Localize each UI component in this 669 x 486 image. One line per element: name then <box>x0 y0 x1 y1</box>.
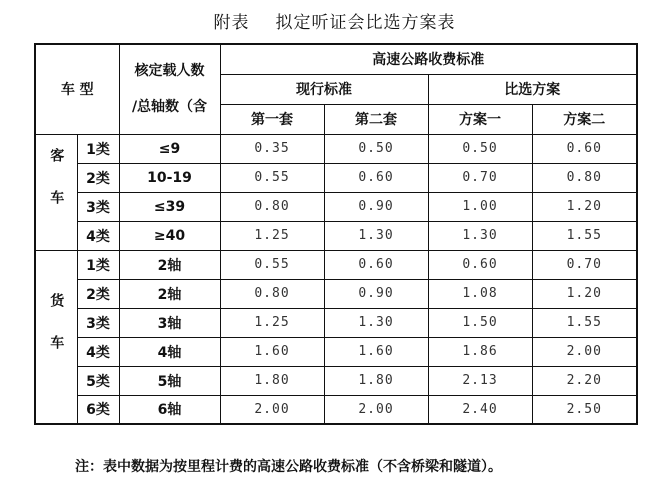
table-row <box>35 337 637 366</box>
rate-cell: 0.55 <box>220 250 324 279</box>
header-col-3: 方案一 <box>428 104 532 134</box>
rate-cell: 0.60 <box>324 163 428 192</box>
table-row <box>35 163 637 192</box>
capacity-cell: 2轴 <box>119 279 220 308</box>
rate-cell: 1.20 <box>532 279 637 308</box>
capacity-cell: ≥40 <box>119 221 220 250</box>
class-cell: 6类 <box>77 395 119 424</box>
capacity-cell: 5轴 <box>119 366 220 395</box>
rate-cell: 1.60 <box>324 337 428 366</box>
rate-cell: 1.80 <box>220 366 324 395</box>
table-row <box>35 221 637 250</box>
header-group-title: 高速公路收费标准 <box>220 44 637 74</box>
rate-cell: 0.80 <box>220 279 324 308</box>
rate-cell: 0.60 <box>324 250 428 279</box>
class-cell: 3类 <box>77 192 119 221</box>
capacity-cell: 6轴 <box>119 395 220 424</box>
rate-cell: 0.35 <box>220 134 324 163</box>
rate-cell: 2.13 <box>428 366 532 395</box>
group-label-text: 客车 <box>48 148 65 232</box>
rate-cell: 1.80 <box>324 366 428 395</box>
class-cell: 1类 <box>77 134 119 163</box>
rate-cell: 2.20 <box>532 366 637 395</box>
rate-cell: 0.90 <box>324 279 428 308</box>
group-label-text: 货车 <box>48 292 65 377</box>
fee-table <box>34 43 638 425</box>
class-cell: 4类 <box>77 337 119 366</box>
rate-cell: 1.30 <box>324 308 428 337</box>
class-cell: 2类 <box>77 163 119 192</box>
rate-cell: 0.60 <box>532 134 637 163</box>
group-label <box>35 134 77 250</box>
class-cell: 3类 <box>77 308 119 337</box>
rate-cell: 1.86 <box>428 337 532 366</box>
page-title <box>0 8 669 33</box>
rate-cell: 1.20 <box>532 192 637 221</box>
rate-cell: 1.30 <box>428 221 532 250</box>
rate-cell: 2.40 <box>428 395 532 424</box>
title-prefix: 附表 <box>213 13 250 33</box>
header-col-4: 方案二 <box>532 104 637 134</box>
table-row <box>35 250 637 279</box>
table-row <box>35 366 637 395</box>
capacity-cell: 10-19 <box>119 163 220 192</box>
rate-cell: 1.25 <box>220 221 324 250</box>
rate-cell: 2.00 <box>220 395 324 424</box>
table-row <box>35 395 637 424</box>
class-cell: 5类 <box>77 366 119 395</box>
table-body <box>35 134 637 424</box>
table-row <box>35 134 637 163</box>
rate-cell: 1.50 <box>428 308 532 337</box>
rate-cell: 2.00 <box>324 395 428 424</box>
rate-cell: 0.60 <box>428 250 532 279</box>
class-cell: 1类 <box>77 250 119 279</box>
class-cell: 2类 <box>77 279 119 308</box>
rate-cell: 2.00 <box>532 337 637 366</box>
header-current-standard: 现行标准 <box>220 74 428 104</box>
rate-cell: 0.80 <box>532 163 637 192</box>
header-col-2: 第二套 <box>324 104 428 134</box>
table-row <box>35 279 637 308</box>
rate-cell: 0.50 <box>324 134 428 163</box>
rate-cell: 1.00 <box>428 192 532 221</box>
title-main: 拟定听证会比选方案表 <box>275 13 456 33</box>
rate-cell: 1.55 <box>532 221 637 250</box>
table-row <box>35 192 637 221</box>
group-label <box>35 250 77 424</box>
rate-cell: 0.80 <box>220 192 324 221</box>
rate-cell: 1.08 <box>428 279 532 308</box>
rate-cell: 1.60 <box>220 337 324 366</box>
header-capacity-line2: /总轴数（含 <box>131 99 208 116</box>
rate-cell: 0.55 <box>220 163 324 192</box>
rate-cell: 1.25 <box>220 308 324 337</box>
class-cell: 4类 <box>77 221 119 250</box>
capacity-cell: ≤39 <box>119 192 220 221</box>
capacity-cell: 4轴 <box>119 337 220 366</box>
table-row <box>35 308 637 337</box>
capacity-cell: 2轴 <box>119 250 220 279</box>
rate-cell: 0.70 <box>428 163 532 192</box>
table-note: 注：表中数据为按里程计费的高速公路收费标准（不含桥梁和隧道）。 <box>75 459 502 475</box>
rate-cell: 0.90 <box>324 192 428 221</box>
header-capacity-line1: 核定载人数 <box>134 63 205 80</box>
rate-cell: 0.70 <box>532 250 637 279</box>
rate-cell: 1.55 <box>532 308 637 337</box>
header-comparison-plan: 比选方案 <box>428 74 637 104</box>
rate-cell: 0.50 <box>428 134 532 163</box>
rate-cell: 2.50 <box>532 395 637 424</box>
capacity-cell: 3轴 <box>119 308 220 337</box>
header-col-1: 第一套 <box>220 104 324 134</box>
rate-cell: 1.30 <box>324 221 428 250</box>
capacity-cell: ≤9 <box>119 134 220 163</box>
header-capacity <box>119 44 220 134</box>
header-vehicle-type: 车 型 <box>35 44 119 134</box>
